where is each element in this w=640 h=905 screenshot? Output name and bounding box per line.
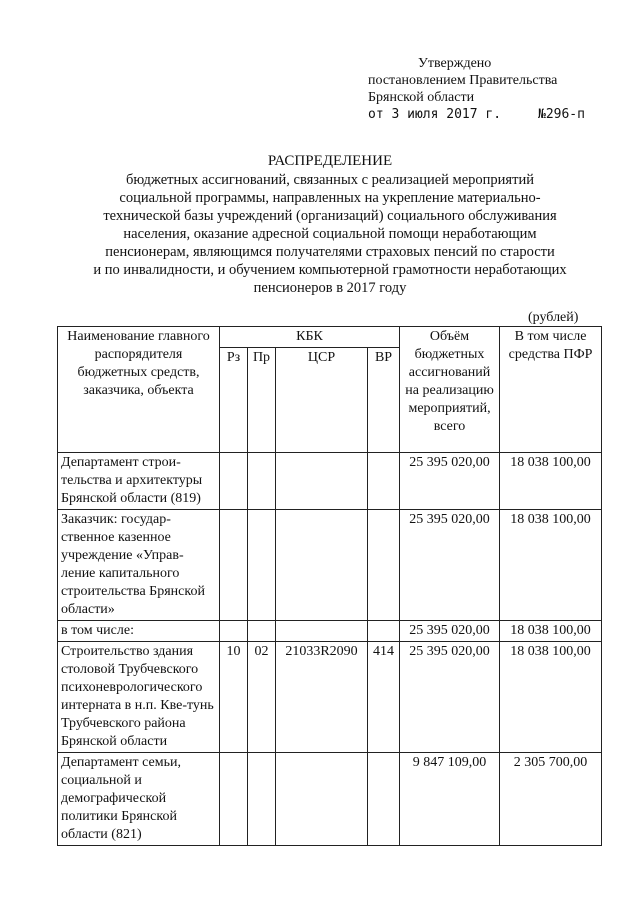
approval-line-region: Брянской области — [368, 90, 475, 105]
document-title — [60, 152, 600, 297]
cell-vr — [368, 510, 400, 621]
cell-rz — [220, 453, 248, 510]
cell-total: 25 395 020,00 — [400, 621, 500, 642]
title-heading: РАСПРЕДЕЛЕНИЕ — [267, 153, 393, 169]
title-line: бюджетных ассигнований, связанных с реализацией мероприятий — [126, 172, 534, 188]
approval-stamp — [368, 55, 628, 123]
header-csr: ЦСР — [276, 348, 368, 453]
allocation-table — [57, 326, 602, 846]
title-line: технической базы учреждений (организаций) социального обслуживания — [103, 208, 557, 224]
header-pr: Пр — [248, 348, 276, 453]
header-kbk: КБК — [220, 327, 400, 348]
table-row — [58, 642, 602, 753]
cell-name: в том числе: — [58, 621, 220, 642]
table-row — [58, 753, 602, 846]
approval-number: №296-п — [538, 107, 585, 122]
cell-name: Заказчик: государ-ственное казенное учреждение «Управ-ление капитального строительства Брянской области» — [58, 510, 220, 621]
approval-date: от 3 июля 2017 г. — [368, 107, 502, 122]
currency-note: (рублей) — [528, 310, 579, 325]
cell-csr — [276, 621, 368, 642]
header-name: Наименование главного распорядителя бюджетных средств, заказчика, объекта — [58, 327, 220, 453]
cell-pfr: 18 038 100,00 — [500, 621, 602, 642]
table-row — [58, 510, 602, 621]
cell-rz — [220, 753, 248, 846]
cell-csr — [276, 753, 368, 846]
cell-vr — [368, 453, 400, 510]
cell-pfr: 18 038 100,00 — [500, 510, 602, 621]
title-line: населения, оказание адресной социальной помощи неработающим — [123, 226, 537, 242]
cell-pfr: 2 305 700,00 — [500, 753, 602, 846]
cell-name: Департамент семьи, социальной и демографической политики Брянской области (821) — [58, 753, 220, 846]
cell-pr — [248, 753, 276, 846]
table-row — [58, 621, 602, 642]
cell-pr: 02 — [248, 642, 276, 753]
approval-line-resolution: постановлением Правительства — [368, 73, 558, 88]
cell-pfr: 18 038 100,00 — [500, 642, 602, 753]
cell-csr — [276, 453, 368, 510]
cell-csr — [276, 510, 368, 621]
cell-vr — [368, 753, 400, 846]
cell-rz: 10 — [220, 642, 248, 753]
cell-rz — [220, 510, 248, 621]
cell-pfr: 18 038 100,00 — [500, 453, 602, 510]
cell-total: 25 395 020,00 — [400, 642, 500, 753]
title-line: пенсионерам, являющимся получателями страховых пенсий по старости — [105, 244, 555, 260]
header-vr: ВР — [368, 348, 400, 453]
cell-pr — [248, 510, 276, 621]
cell-pr — [248, 453, 276, 510]
cell-vr: 414 — [368, 642, 400, 753]
cell-rz — [220, 621, 248, 642]
header-pfr: В том числе средства ПФР — [500, 327, 602, 453]
title-line: социальной программы, направленных на укрепление материально- — [119, 190, 541, 206]
cell-name: Строительство здания столовой Трубчевского психоневрологического интерната в н.п. Кве-тунь Трубчевского района Брянской области — [58, 642, 220, 753]
cell-pr — [248, 621, 276, 642]
cell-name: Департамент строи-тельства и архитектуры Брянской области (819) — [58, 453, 220, 510]
title-line: пенсионеров в 2017 году — [253, 280, 407, 296]
header-rz: Рз — [220, 348, 248, 453]
cell-total: 9 847 109,00 — [400, 753, 500, 846]
approval-date-line — [368, 106, 628, 123]
cell-total: 25 395 020,00 — [400, 453, 500, 510]
title-line: и по инвалидности, и обучением компьютерной грамотности неработающих — [93, 262, 567, 278]
cell-csr: 21033R2090 — [276, 642, 368, 753]
header-row — [58, 327, 602, 348]
header-total: Объём бюджетных ассигнований на реализацию мероприятий, всего — [400, 327, 500, 453]
table-row — [58, 453, 602, 510]
cell-total: 25 395 020,00 — [400, 510, 500, 621]
cell-vr — [368, 621, 400, 642]
approval-line-approved: Утверждено — [418, 56, 492, 71]
